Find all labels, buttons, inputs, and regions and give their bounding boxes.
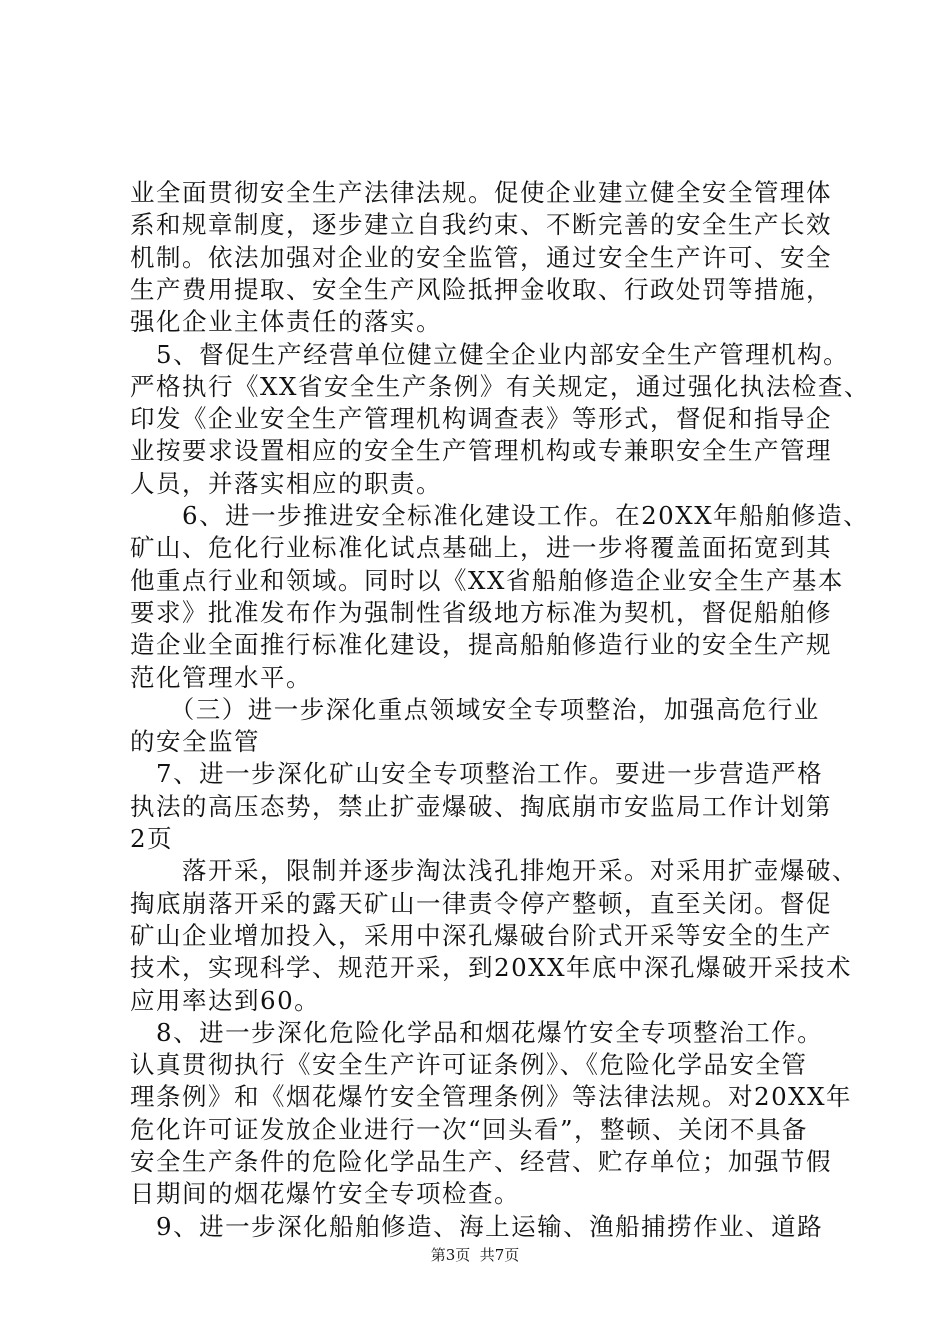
text-line: 应用率达到60。 xyxy=(130,985,321,1015)
text-line: 严格执行《XX省安全生产条例》有关规定，通过强化执法检查、 xyxy=(130,371,870,401)
text-line: 人员，并落实相应的职责。 xyxy=(130,468,442,498)
page-footer: 第3页 共7页 xyxy=(430,1246,520,1264)
text-line: 业按要求设置相应的安全生产管理机构或专兼职安全生产管理 xyxy=(130,436,832,466)
text-line: 7、进一步深化矿山安全专项整治工作。要进一步营造严格 xyxy=(130,759,824,789)
text-line: 5、督促生产经营单位健立健全企业内部安全生产管理机构。 xyxy=(130,339,850,369)
text-line: 8、进一步深化危险化学品和烟花爆竹安全专项整治工作。 xyxy=(130,1017,824,1047)
text-line: 掏底崩落开采的露天矿山一律责令停产整顿，直至关闭。督促 xyxy=(130,888,832,918)
text-line: 6、进一步推进安全标准化建设工作。在20XX年船舶修造、 xyxy=(130,501,870,530)
text-line: 系和规章制度，逐步建立自我约束、不断完善的安全生产长效 xyxy=(130,210,832,240)
text-line: 认真贯彻执行《安全生产许可证条例》、《危险化学品安全管 xyxy=(130,1050,808,1080)
text-line: 技术，实现科学、规范开采，到20XX年底中深孔爆破开采技术 xyxy=(130,953,853,983)
text-line: 印发《企业安全生产管理机构调查表》等形式，督促和指导企 xyxy=(130,404,832,434)
text-line: 业全面贯彻安全生产法律法规。促使企业建立健全安全管理体 xyxy=(130,178,832,207)
text-line: 安全生产条件的危险化学品生产、经营、贮存单位；加强节假 xyxy=(130,1147,832,1176)
text-line: 他重点行业和领域。同时以《XX省船舶修造企业安全生产基本 xyxy=(130,565,844,595)
text-line: 生产费用提取、安全生产风险抵押金收取、行政处罚等措施， xyxy=(130,274,832,304)
text-line: 范化管理水平。 xyxy=(130,662,312,692)
text-line: 执法的高压态势，禁止扩壶爆破、掏底崩市安监局工作计划第 xyxy=(130,791,832,821)
text-line: 矿山企业增加投入，采用中深孔爆破台阶式开采等安全的生产 xyxy=(130,920,832,950)
text-line: 造企业全面推行标准化建设，提高船舶修造行业的安全生产规 xyxy=(130,630,832,660)
text-line: 矿山、危化行业标准化试点基础上，进一步将覆盖面拓宽到其 xyxy=(130,533,832,563)
text-line: 强化企业主体责任的落实。 xyxy=(130,307,442,337)
text-line: 日期间的烟花爆竹安全专项检查。 xyxy=(130,1179,520,1209)
text-line: 要求》批准发布作为强制性省级地方标准为契机，督促船舶修 xyxy=(130,597,832,627)
text-line: 危化许可证发放企业进行一次“回头看”，整顿、关闭不具备 xyxy=(130,1114,809,1144)
text-line: （三）进一步深化重点领域安全专项整治，加强高危行业 xyxy=(130,694,820,724)
text-line: 落开采，限制并逐步淘汰浅孔排炮开采。对采用扩壶爆破、 xyxy=(130,856,858,886)
text-line: 的安全监管 xyxy=(130,727,260,757)
text-line: 2页 xyxy=(130,824,174,853)
text-line: 理条例》和《烟花爆竹安全管理条例》等法律法规。对20XX年 xyxy=(130,1082,853,1112)
text-line: 9、进一步深化船舶修造、海上运输、渔船捕捞作业、道路 xyxy=(130,1211,824,1241)
text-line: 机制。依法加强对企业的安全监管，通过安全生产许可、安全 xyxy=(130,242,832,272)
